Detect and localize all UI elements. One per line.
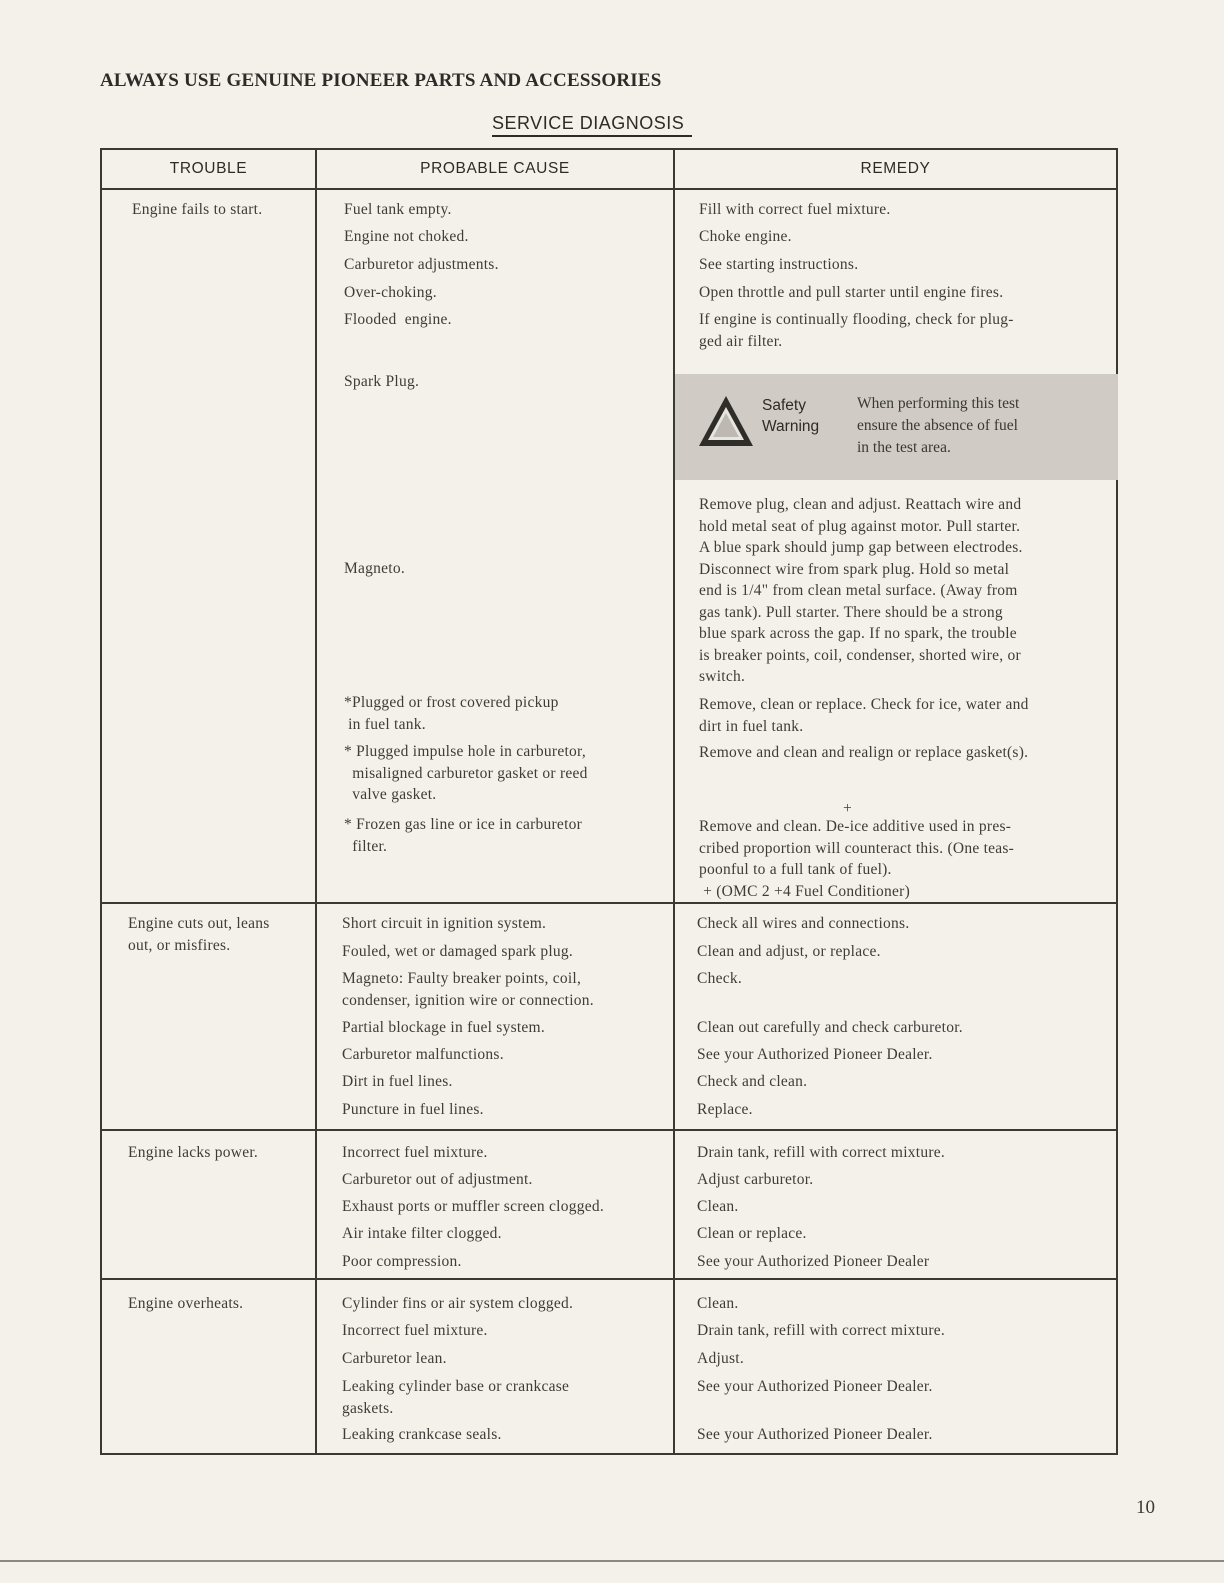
cause-cell-line: Carburetor lean. [342, 1350, 447, 1367]
remedy-cell-line: If engine is continually flooding, check for plug- [699, 311, 1014, 328]
cause-cell [344, 558, 405, 580]
cause-cell [344, 254, 499, 276]
cause-cell [342, 1044, 504, 1066]
remedy-cell-line: switch. [699, 668, 746, 685]
cause-cell [344, 814, 582, 857]
remedy-cell [697, 968, 742, 990]
safety-text-line: in the test area. [857, 439, 951, 456]
safety-label-line: Safety [762, 397, 806, 414]
column-divider [315, 148, 317, 1455]
header-bottom-border [100, 188, 1118, 190]
safety-text-line: When performing this test [857, 395, 1020, 412]
remedy-cell [697, 1169, 813, 1191]
remedy-cell-line: Choke engine. [699, 228, 792, 245]
cause-cell-line: filter. [344, 837, 388, 855]
cause-cell [342, 1376, 569, 1419]
remedy-cell-line: Remove plug, clean and adjust. Reattach wire and [699, 496, 1022, 513]
remedy-cell-line: A blue spark should jump gap between electrodes. [699, 539, 1023, 556]
remedy-cell-line: Open throttle and pull starter until engine fires. [699, 284, 1004, 301]
remedy-cell [697, 1376, 933, 1398]
cause-cell-line: Short circuit in ignition system. [342, 915, 547, 932]
cause-cell-line: misaligned carburetor gasket or reed [344, 764, 588, 782]
cause-cell-line: Partial blockage in fuel system. [342, 1019, 545, 1036]
remedy-cell [699, 254, 858, 276]
cause-cell-line: gaskets. [342, 1399, 394, 1417]
remedy-cell-line: Clean out carefully and check carburetor. [697, 1019, 963, 1036]
remedy-cell [697, 1293, 739, 1315]
cause-cell-line: Leaking crankcase seals. [342, 1426, 502, 1443]
remedy-cell-line: Clean and adjust, or replace. [697, 943, 881, 960]
cause-cell-line: Carburetor adjustments. [344, 256, 499, 273]
cause-cell-line: Air intake filter clogged. [342, 1225, 502, 1242]
cause-cell [342, 1293, 573, 1315]
remedy-cell [699, 742, 1028, 764]
cause-cell [342, 913, 546, 935]
remedy-cell [697, 1251, 929, 1273]
safety-warning-label [762, 395, 819, 437]
trouble-cell-line: Engine lacks power. [128, 1144, 259, 1161]
remedy-cell-line: Disconnect wire from spark plug. Hold so metal [699, 560, 1010, 578]
remedy-cell [697, 913, 909, 935]
remedy-cell-line: Check all wires and connections. [697, 915, 910, 932]
remedy-cell [699, 199, 891, 221]
remedy-cell-line: dirt in fuel tank. [699, 717, 804, 735]
cause-cell [342, 1169, 533, 1191]
page-title: SERVICE DIAGNOSIS [492, 113, 692, 137]
remedy-cell-line: Clean. [697, 1198, 739, 1215]
remedy-cell-line: is breaker points, coil, condenser, shorted wire, or [699, 646, 1021, 664]
remedy-cell-line: See your Authorized Pioneer Dealer. [697, 1378, 933, 1395]
table-left-border [100, 148, 102, 1455]
remedy-cell-line: See your Authorized Pioneer Dealer. [697, 1046, 933, 1063]
page-number: 10 [1136, 1497, 1155, 1518]
cause-cell [344, 309, 452, 331]
remedy-cell [697, 1142, 945, 1164]
remedy-cell-line: Clean or replace. [697, 1225, 807, 1242]
remedy-cell [697, 1017, 963, 1039]
remedy-cell-line: Drain tank, refill with correct mixture. [697, 1144, 946, 1161]
remedy-cell [699, 694, 1029, 737]
remedy-cell [699, 816, 1014, 902]
remedy-cell [697, 1196, 739, 1218]
remedy-cell [697, 1348, 744, 1370]
trouble-cell [132, 199, 262, 221]
cause-cell-line: valve gasket. [344, 786, 437, 803]
cause-cell-line: *Plugged or frost covered pickup [344, 694, 559, 711]
cause-cell-line: Poor compression. [342, 1253, 462, 1270]
trouble-cell-line: Engine cuts out, leans [128, 915, 270, 932]
cause-cell [344, 371, 419, 393]
cause-cell [342, 1223, 502, 1245]
remedy-cell-line: See your Authorized Pioneer Dealer. [697, 1426, 933, 1443]
remedy-cell [699, 226, 792, 248]
remedy-cell-line: Remove, clean or replace. Check for ice, water and [699, 696, 1029, 713]
column-header-cause: PROBABLE CAUSE [420, 160, 570, 177]
cause-cell [342, 1017, 545, 1039]
trouble-cell-line: out, or misfires. [128, 936, 231, 954]
trouble-cell-line: Engine fails to start. [132, 201, 263, 218]
page-edge [0, 1560, 1224, 1562]
table-right-border [1116, 148, 1118, 1455]
remedy-cell-line: Check and clean. [697, 1073, 808, 1090]
remedy-cell [697, 1071, 807, 1093]
cause-cell [344, 692, 559, 735]
cause-cell-line: in fuel tank. [344, 715, 426, 733]
cause-cell-line: Magneto: Faulty breaker points, coil, [342, 970, 582, 987]
cause-cell [342, 941, 573, 963]
cause-cell [342, 1099, 484, 1121]
remedy-cell [697, 1424, 933, 1446]
cause-cell [342, 1348, 447, 1370]
cause-cell-line: Fuel tank empty. [344, 201, 452, 218]
remedy-cell-line: Fill with correct fuel mixture. [699, 201, 891, 218]
remedy-cell-line: cribed proportion will counteract this. (One teas- [699, 839, 1015, 857]
cause-cell-line: Flooded engine. [344, 311, 452, 328]
cause-cell-line: Puncture in fuel lines. [342, 1101, 484, 1118]
remedy-cell [699, 494, 1023, 688]
section-divider [100, 1278, 1118, 1280]
column-divider [673, 148, 675, 1455]
remedy-cell-line: See your Authorized Pioneer Dealer [697, 1253, 930, 1270]
safety-warning-text [857, 393, 1097, 459]
cause-cell [342, 1320, 488, 1342]
remedy-cell-line: blue spark across the gap. If no spark, the trouble [699, 625, 1017, 642]
remedy-cell [697, 1099, 753, 1121]
warning-triangle-icon [697, 394, 755, 448]
remedy-cell-line: Check. [697, 970, 742, 987]
remedy-cell [699, 309, 1014, 352]
cause-cell-line: Spark Plug. [344, 373, 420, 390]
cause-cell-line: Carburetor out of adjustment. [342, 1171, 533, 1188]
remedy-cell-line: hold metal seat of plug against motor. Pull starter. [699, 517, 1021, 535]
section-divider [100, 1129, 1118, 1131]
cause-cell-line: * Plugged impulse hole in carburetor, [344, 743, 586, 760]
cause-cell-line: Engine not choked. [344, 228, 469, 245]
cause-cell-line: Leaking cylinder base or crankcase [342, 1378, 570, 1395]
cause-cell [342, 1251, 462, 1273]
cause-cell [342, 1424, 502, 1446]
cause-cell [342, 968, 594, 1011]
section-divider [100, 902, 1118, 904]
cause-cell [344, 282, 437, 304]
trouble-cell [128, 1142, 258, 1164]
safety-label-line: Warning [762, 418, 820, 435]
remedy-cell-line: gas tank). Pull starter. There should be a strong [699, 603, 1003, 621]
page-header: ALWAYS USE GENUINE PIONEER PARTS AND ACCESSORIES [100, 70, 662, 91]
remedy-cell [697, 1320, 945, 1342]
remedy-cell [699, 282, 1003, 304]
remedy-cell-line: Remove and clean and realign or replace gasket(s). [699, 744, 1029, 761]
column-header-trouble: TROUBLE [169, 160, 248, 177]
cause-cell-line: Cylinder fins or air system clogged. [342, 1295, 574, 1312]
remedy-cell-line: Replace. [697, 1101, 753, 1118]
cause-cell-line: Fouled, wet or damaged spark plug. [342, 943, 574, 960]
remedy-cell-line: Remove and clean. De-ice additive used in pres- [699, 818, 1012, 835]
cause-cell-line: Dirt in fuel lines. [342, 1073, 453, 1090]
remedy-cell-line: See starting instructions. [699, 256, 859, 273]
remedy-cell-line: Clean. [697, 1295, 739, 1312]
cause-cell [342, 1196, 604, 1218]
remedy-cell-line: ged air filter. [699, 332, 783, 350]
trouble-cell [128, 913, 270, 956]
remedy-cell-line: Drain tank, refill with correct mixture. [697, 1322, 946, 1339]
trouble-cell [128, 1293, 243, 1315]
plus-mark: + [843, 800, 852, 817]
remedy-cell [697, 1044, 933, 1066]
remedy-cell-line: Adjust. [697, 1350, 744, 1367]
remedy-cell [697, 941, 881, 963]
safety-text-line: ensure the absence of fuel [857, 417, 1018, 434]
cause-cell [344, 741, 588, 806]
trouble-cell-line: Engine overheats. [128, 1295, 244, 1312]
cause-cell [344, 226, 469, 248]
remedy-cell-line: + (OMC 2 +4 Fuel Conditioner) [699, 882, 910, 900]
safety-warning-box [675, 374, 1118, 480]
cause-cell-line: Incorrect fuel mixture. [342, 1322, 488, 1339]
cause-cell-line: Incorrect fuel mixture. [342, 1144, 488, 1161]
cause-cell-line: * Frozen gas line or ice in carburetor [344, 816, 583, 833]
remedy-cell [697, 1223, 807, 1245]
cause-cell [342, 1142, 488, 1164]
cause-cell-line: Exhaust ports or muffler screen clogged. [342, 1198, 604, 1215]
cause-cell-line: Over-choking. [344, 284, 437, 301]
column-header-remedy: REMEDY [860, 160, 931, 177]
cause-cell-line: Carburetor malfunctions. [342, 1046, 504, 1063]
table-bottom-border [100, 1453, 1118, 1455]
remedy-cell-line: Adjust carburetor. [697, 1171, 814, 1188]
cause-cell [344, 199, 452, 221]
cause-cell-line: condenser, ignition wire or connection. [342, 991, 594, 1009]
cause-cell-line: Magneto. [344, 560, 405, 577]
remedy-cell-line: poonful to a full tank of fuel). [699, 861, 892, 878]
cause-cell [342, 1071, 453, 1093]
remedy-cell-line: end is 1/4" from clean metal surface. (Away from [699, 582, 1018, 599]
